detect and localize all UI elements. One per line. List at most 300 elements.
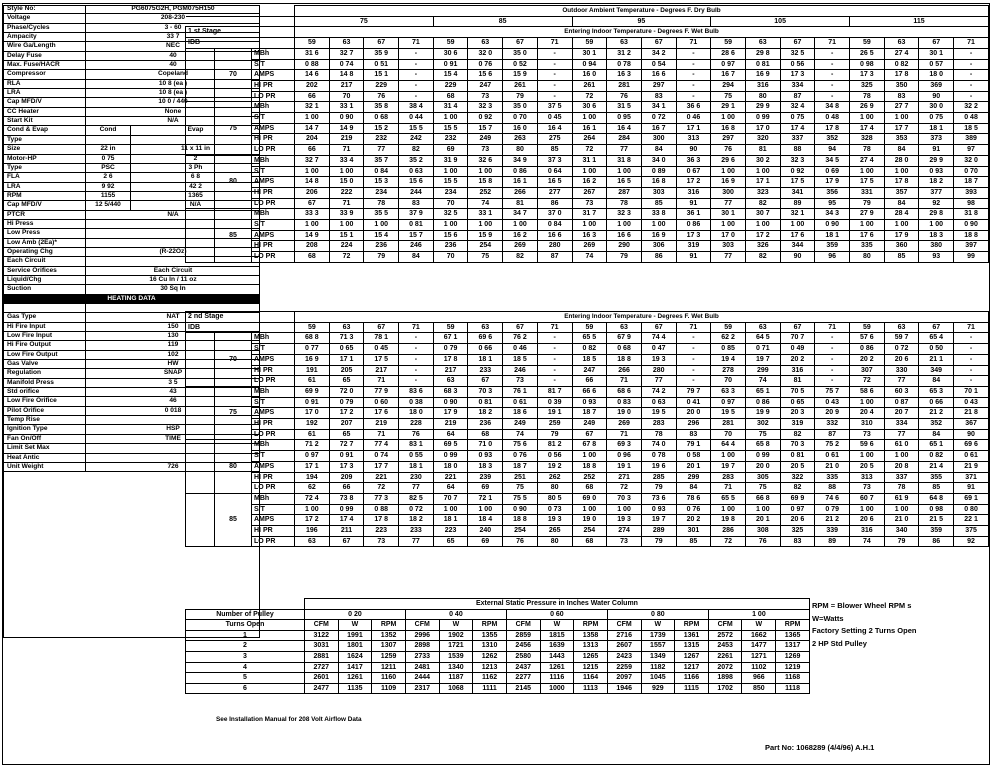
blower-legend (812, 600, 916, 650)
spec-label: Voltage (3, 14, 86, 23)
perf-cell: 316 (676, 187, 711, 198)
perf-cell: 64 8 (919, 493, 954, 504)
perf-cell: 15 7 (468, 123, 503, 134)
idb-value: 80 (215, 155, 252, 209)
blower-cell: 1261 (540, 662, 574, 673)
perf-cell: 19 7 (711, 461, 746, 472)
perf-cell: 313 (676, 134, 711, 145)
perf-cell: 18 3 (919, 230, 954, 241)
row-label: MBh (252, 102, 295, 113)
perf-cell: 335 (815, 472, 850, 483)
perf-cell: 71 (607, 376, 642, 387)
perf-cell: 0 45 (537, 113, 572, 124)
blower-cell: 1211 (372, 662, 406, 673)
perf-cell: 280 (537, 241, 572, 252)
perf-cell: 76 1 (503, 386, 538, 397)
perf-cell: 274 (607, 526, 642, 537)
perf-cell: 87 (815, 429, 850, 440)
spec-value-evap: 11 x 11 in (131, 145, 261, 154)
perf-cell: 91 (676, 252, 711, 263)
perf-cell: 0 93 (919, 166, 954, 177)
perf-cell: 0 79 (433, 344, 468, 355)
perf-cell: 90 (919, 91, 954, 102)
perf-cell: 221 (433, 472, 468, 483)
spec-value: HSP (86, 425, 261, 434)
perf-cell: 319 (676, 241, 711, 252)
perf-cell: 1 00 (607, 220, 642, 231)
perf-cell: 289 (641, 526, 676, 537)
perf-cell: 35 8 (364, 102, 399, 113)
perf-cell: 21 4 (919, 461, 954, 472)
perf-cell: 1 00 (329, 166, 364, 177)
pressure-value: 0 20 (304, 609, 405, 620)
perf-cell: 21 8 (954, 408, 989, 419)
perf-cell: 68 (468, 429, 503, 440)
perf-cell: 0 81 (745, 59, 780, 70)
perf-cell: 20 6 (884, 354, 919, 365)
perf-cell: 15 6 (399, 177, 434, 188)
perf-cell: 76 (711, 145, 746, 156)
perf-cell: 66 (295, 145, 330, 156)
blank-cell (186, 16, 295, 27)
perf-cell: 20 9 (815, 408, 850, 419)
perf-cell: 0 81 (399, 220, 434, 231)
perf-cell: 16 6 (641, 70, 676, 81)
perf-cell: 278 (711, 365, 746, 376)
row-label: AMPS (252, 515, 295, 526)
perf-cell: 68 (295, 252, 330, 263)
perf-cell: 17 0 (745, 123, 780, 134)
perf-cell: 247 (572, 365, 607, 376)
perf-cell: 1 00 (745, 166, 780, 177)
perf-cell: 202 (295, 80, 330, 91)
perf-cell: 192 (295, 419, 330, 430)
perf-cell: 0 76 (503, 451, 538, 462)
perf-cell: 16 2 (572, 177, 607, 188)
spec-label: Low Press (3, 229, 86, 238)
perf-cell: 264 (572, 134, 607, 145)
blower-cell: 1702 (708, 683, 742, 694)
spec-label: Std orifice (3, 388, 86, 397)
perf-cell: 66 8 (745, 493, 780, 504)
perf-cell: 30 6 (572, 102, 607, 113)
perf-cell: 20 4 (850, 408, 885, 419)
perf-cell: 17 5 (850, 177, 885, 188)
perf-cell: 95 (815, 198, 850, 209)
perf-cell: 316 (745, 80, 780, 91)
perf-cell: 83 (641, 91, 676, 102)
perf-cell: 82 (745, 198, 780, 209)
perf-cell: 34 8 (815, 102, 850, 113)
perf-cell: 0 91 (295, 397, 330, 408)
spec-label: Pilot Orifice (3, 406, 86, 415)
perf-cell: 1 00 (433, 113, 468, 124)
perf-cell: 360 (884, 241, 919, 252)
perf-row (186, 493, 989, 504)
perf-cell: 20 5 (780, 461, 815, 472)
perf-cell: 35 9 (364, 48, 399, 59)
perf-cell: - (815, 344, 850, 355)
spec-value: 0 018 (86, 406, 261, 415)
perf-cell: 74 6 (815, 493, 850, 504)
perf-cell: 82 (780, 483, 815, 494)
perf-cell: 85 (537, 145, 572, 156)
perf-cell: 79 (364, 252, 399, 263)
spec-value-cond: 12 5/440 (86, 201, 131, 210)
perf-cell: 16 0 (572, 70, 607, 81)
perf-cell: - (676, 344, 711, 355)
row-label: AMPS (252, 230, 295, 241)
perf-cell: 0 88 (364, 504, 399, 515)
perf-cell: 234 (433, 187, 468, 198)
perf-cell: 207 (329, 419, 364, 430)
perf-cell: 0 67 (676, 166, 711, 177)
perf-cell: 266 (503, 187, 538, 198)
perf-cell: 70 5 (780, 386, 815, 397)
perf-cell: - (954, 91, 989, 102)
blower-sub-header: RPM (372, 620, 406, 631)
perf-cell: 229 (433, 80, 468, 91)
spec-label: Max. Fuse/HACR (3, 61, 86, 70)
perf-cell: 277 (537, 187, 572, 198)
installation-note: See Installation Manual for 208 Volt Airflow Data (216, 716, 362, 723)
perf-cell: 19 9 (745, 408, 780, 419)
perf-cell: 247 (468, 80, 503, 91)
perf-cell: 34 2 (641, 48, 676, 59)
perf-cell: 62 (295, 483, 330, 494)
perf-cell: 83 (676, 429, 711, 440)
perf-cell: 233 (399, 526, 434, 537)
wetbulb-temp: 67 (641, 38, 676, 49)
perf-row (186, 123, 989, 134)
blower-sub-header: CFM (304, 620, 338, 631)
perf-cell: 83 1 (399, 440, 434, 451)
perf-cell: 17 9 (815, 177, 850, 188)
perf-cell: 344 (780, 241, 815, 252)
wetbulb-temp: 63 (329, 38, 364, 49)
blower-sub-header: CFM (506, 620, 540, 631)
idb-value: 70 (215, 48, 252, 102)
perf-cell: 232 (433, 134, 468, 145)
spec-label: Manifold Press (3, 378, 86, 387)
perf-cell: 322 (780, 472, 815, 483)
perf-cell: 64 (433, 483, 468, 494)
perf-cell: 32 5 (433, 209, 468, 220)
perf-cell: 70 (433, 252, 468, 263)
perf-cell: 0 90 (954, 220, 989, 231)
wetbulb-temp: 71 (815, 322, 850, 333)
perf-cell: - (954, 80, 989, 91)
perf-cell: 82 (399, 145, 434, 156)
perf-cell: 16 9 (641, 230, 676, 241)
perf-cell: 78 (364, 198, 399, 209)
perf-cell: 73 (364, 536, 399, 547)
perf-cell: 34 3 (815, 209, 850, 220)
perf-cell: 80 5 (537, 493, 572, 504)
perf-row (186, 59, 989, 70)
spec-label: Type (3, 135, 86, 144)
perf-cell: 0 79 (815, 504, 850, 515)
perf-cell: 78 6 (676, 493, 711, 504)
perf-cell: 81 2 (537, 440, 572, 451)
blower-cell: 6 (186, 683, 305, 694)
blower-sub-header: RPM (675, 620, 709, 631)
blower-cell: 2072 (708, 662, 742, 673)
perf-cell: 16 2 (503, 230, 538, 241)
second-stage-performance-table (185, 311, 989, 547)
row-label: HI PR (252, 80, 295, 91)
perf-cell: 397 (954, 241, 989, 252)
perf-cell: 73 (572, 198, 607, 209)
perf-cell: 296 (676, 419, 711, 430)
blower-cell: 3122 (304, 630, 338, 641)
perf-cell: 17 9 (433, 408, 468, 419)
perf-cell: 20 2 (676, 515, 711, 526)
legend-line: 2 HP Std Pulley (812, 638, 867, 648)
perf-cell: 17 7 (884, 123, 919, 134)
perf-cell: 355 (919, 472, 954, 483)
perf-cell: 335 (850, 241, 885, 252)
perf-cell: - (954, 333, 989, 344)
perf-cell: 22 1 (954, 515, 989, 526)
perf-cell: 81 (745, 145, 780, 156)
perf-cell: 38 4 (399, 102, 434, 113)
perf-cell: 20 2 (780, 354, 815, 365)
perf-cell: 18 1 (815, 230, 850, 241)
perf-cell: - (537, 70, 572, 81)
perf-cell: 0 90 (433, 397, 468, 408)
perf-cell: 0 68 (364, 113, 399, 124)
blower-sub-header: CFM (607, 620, 641, 631)
perf-cell: 206 (295, 187, 330, 198)
perf-row (186, 461, 989, 472)
perf-cell: 37 0 (537, 209, 572, 220)
perf-cell: 18 2 (919, 177, 954, 188)
perf-cell: 70 7 (433, 493, 468, 504)
perf-cell: 84 (919, 376, 954, 387)
legend-line: W=Watts (812, 613, 844, 623)
perf-cell: 300 (711, 187, 746, 198)
spec-label: Suction (3, 285, 86, 294)
perf-cell: 262 (537, 472, 572, 483)
spec-label: Low Fire Output (3, 350, 86, 359)
spec-value-cond: 1155 (86, 191, 131, 200)
perf-row (186, 483, 989, 494)
perf-cell: 90 (780, 252, 815, 263)
perf-cell: 32 1 (780, 209, 815, 220)
perf-row (186, 472, 989, 483)
perf-cell: - (954, 365, 989, 376)
perf-cell: - (676, 48, 711, 59)
perf-cell: 14 8 (295, 177, 330, 188)
perf-cell: 232 (364, 134, 399, 145)
spec-value: 119 (86, 341, 261, 350)
perf-cell: 16 4 (607, 123, 642, 134)
perf-cell: 18 5 (503, 354, 538, 365)
blower-cell: 2716 (607, 630, 641, 641)
perf-cell: 69 3 (607, 440, 642, 451)
perf-cell: - (954, 376, 989, 387)
perf-cell: 0 93 (641, 504, 676, 515)
perf-cell: 83 (884, 91, 919, 102)
perf-cell: 0 43 (954, 397, 989, 408)
perf-cell: 26 5 (850, 48, 885, 59)
perf-cell: - (815, 70, 850, 81)
perf-cell: 71 (329, 145, 364, 156)
perf-cell: 0 63 (641, 397, 676, 408)
perf-cell: 80 (503, 145, 538, 156)
perf-row (186, 536, 989, 547)
perf-cell: 224 (329, 241, 364, 252)
perf-cell: 34 5 (815, 155, 850, 166)
perf-cell: 15 5 (433, 123, 468, 134)
perf-cell: 70 (711, 376, 746, 387)
perf-cell: 19 3 (537, 515, 572, 526)
perf-cell: 18 8 (572, 461, 607, 472)
perf-cell: 1 00 (884, 113, 919, 124)
wetbulb-temp: 71 (676, 322, 711, 333)
perf-cell: 90 (954, 429, 989, 440)
perf-cell: 254 (503, 526, 538, 537)
blower-cell: 1269 (776, 651, 810, 662)
perf-cell: 19 3 (607, 515, 642, 526)
perf-cell: 18 2 (399, 515, 434, 526)
perf-cell: 337 (884, 472, 919, 483)
spec-value: N/A (86, 210, 261, 219)
perf-cell: 17 7 (364, 461, 399, 472)
perf-cell: 1 00 (884, 220, 919, 231)
perf-row (186, 419, 989, 430)
perf-cell: 31 1 (572, 155, 607, 166)
perf-cell: 211 (329, 526, 364, 537)
spec-value: 40 (86, 61, 261, 70)
wetbulb-temp: 67 (364, 38, 399, 49)
blower-cell: 1 (186, 630, 305, 641)
perf-cell: 71 0 (468, 440, 503, 451)
perf-cell: 30 1 (572, 48, 607, 59)
perf-cell: 76 (745, 536, 780, 547)
blower-sub-header: RPM (473, 620, 507, 631)
perf-cell: - (676, 354, 711, 365)
perf-cell: 71 (607, 429, 642, 440)
perf-cell: 0 83 (607, 397, 642, 408)
spec-label: Each Circuit (3, 257, 86, 266)
perf-cell: 76 2 (503, 333, 538, 344)
perf-cell: 62 2 (711, 333, 746, 344)
spec-value: Each Circuit (86, 266, 261, 275)
spec-value: 130 (86, 332, 261, 341)
outdoor-temps-row (186, 16, 989, 27)
perf-cell: 65 1 (919, 440, 954, 451)
perf-cell: 307 (850, 365, 885, 376)
perf-cell: 69 6 (954, 440, 989, 451)
perf-cell: 69 5 (433, 440, 468, 451)
perf-cell: 79 (537, 429, 572, 440)
perf-row (186, 166, 989, 177)
perf-cell: 281 (607, 80, 642, 91)
perf-cell: 217 (433, 365, 468, 376)
blower-cell: 2 (186, 641, 305, 652)
perf-cell: 72 (607, 483, 642, 494)
perf-cell: 19 2 (537, 461, 572, 472)
perf-cell: 31 5 (607, 102, 642, 113)
perf-cell: 75 (503, 483, 538, 494)
perf-cell: 18 0 (399, 408, 434, 419)
perf-cell: 191 (295, 365, 330, 376)
spec-value: 10 0 / 440 (86, 98, 261, 107)
row-label: AMPS (252, 408, 295, 419)
perf-cell: 17 3 (780, 70, 815, 81)
wetbulb-temp: 71 (954, 322, 989, 333)
perf-row (186, 80, 989, 91)
perf-cell: 72 (364, 483, 399, 494)
spec-label: Wire Ga/Length (3, 42, 86, 51)
perf-cell: 17 2 (329, 408, 364, 419)
perf-cell: 18 1 (433, 515, 468, 526)
perf-cell: 28 4 (884, 209, 919, 220)
perf-cell: 0 65 (329, 344, 364, 355)
perf-cell: 35 2 (399, 155, 434, 166)
perf-cell: 0 65 (780, 397, 815, 408)
spec-label (3, 304, 86, 313)
wetbulb-temp: 67 (364, 322, 399, 333)
blower-row (186, 651, 810, 662)
perf-cell: 1 00 (295, 504, 330, 515)
wetbulb-temp: 71 (537, 322, 572, 333)
perf-cell: 32 4 (780, 102, 815, 113)
perf-cell: 76 (607, 91, 642, 102)
row-label: AMPS (252, 461, 295, 472)
perf-cell: 20 8 (884, 461, 919, 472)
perf-cell: 72 1 (468, 493, 503, 504)
perf-cell: 249 (468, 134, 503, 145)
perf-cell: 0 97 (780, 504, 815, 515)
row-label: LO PR (252, 91, 295, 102)
perf-cell: 77 (364, 145, 399, 156)
perf-cell: 79 (641, 536, 676, 547)
perf-cell: 375 (954, 526, 989, 537)
perf-cell: 267 (572, 187, 607, 198)
perf-cell: 37 5 (537, 102, 572, 113)
wetbulb-temp: 63 (884, 38, 919, 49)
perf-cell: 297 (641, 80, 676, 91)
perf-cell: 78 (884, 483, 919, 494)
perf-cell: 266 (607, 365, 642, 376)
wetbulb-temp: 63 (884, 322, 919, 333)
spec-value-cond: Cond (86, 126, 131, 135)
perf-cell: - (537, 59, 572, 70)
perf-cell: 269 (607, 419, 642, 430)
perf-cell: 17 8 (884, 70, 919, 81)
blower-sub-header: W (641, 620, 675, 631)
spec-value: TIME (86, 434, 261, 443)
blower-cell: 1358 (574, 630, 608, 641)
perf-cell: 77 3 (364, 493, 399, 504)
perf-row (186, 515, 989, 526)
stage-header-row (186, 312, 989, 323)
row-label: MBh (252, 440, 295, 451)
perf-cell: 29 8 (919, 209, 954, 220)
spec-value-evap: 42 2 (131, 182, 261, 191)
perf-cell: 69 9 (780, 493, 815, 504)
perf-cell: 31 4 (433, 102, 468, 113)
perf-cell: 1 00 (850, 397, 885, 408)
perf-row (186, 344, 989, 355)
spec-label: Start Kit (3, 117, 86, 126)
perf-cell: 67 (329, 536, 364, 547)
perf-cell: 0 97 (711, 59, 746, 70)
perf-cell: 325 (780, 526, 815, 537)
